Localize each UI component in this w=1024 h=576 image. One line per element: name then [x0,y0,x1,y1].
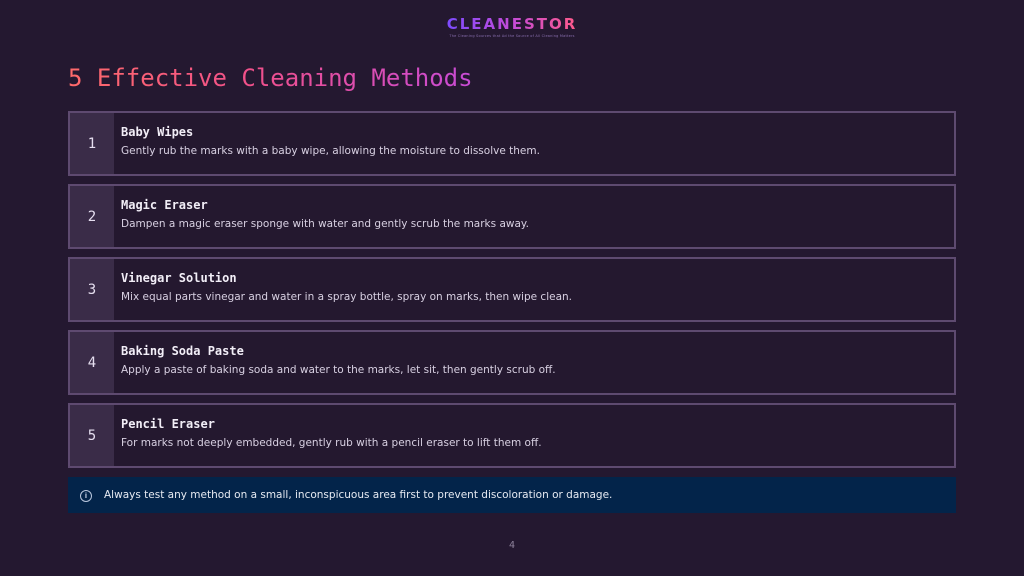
method-title: Magic Eraser [121,198,208,212]
method-item [68,111,956,176]
method-title: Baby Wipes [121,125,194,139]
method-item [68,330,956,395]
method-body [114,259,572,320]
info-callout [68,477,956,513]
method-item [68,403,956,468]
method-body [114,113,540,174]
page-title: 5 Effective Cleaning Methods [68,64,473,92]
method-description: Gently rub the marks with a baby wipe, allowing the moisture to dissolve them. [121,145,540,157]
method-number: 2 [70,186,114,247]
info-callout-text: Always test any method on a small, inconspicuous area first to prevent discoloration or damage. [104,489,613,501]
method-item [68,184,956,249]
method-title: Baking Soda Paste [121,344,244,358]
methods-list [68,111,956,476]
method-item [68,257,956,322]
method-description: Apply a paste of baking soda and water to the marks, let sit, then gently scrub off. [121,364,556,376]
method-title: Vinegar Solution [121,271,237,285]
logo-wordmark: CLEANESTOR [446,15,578,33]
method-number: 1 [70,113,114,174]
method-body [114,405,542,466]
method-number: 4 [70,332,114,393]
method-description: Dampen a magic eraser sponge with water and gently scrub the marks away. [121,218,529,230]
info-icon: i [80,490,92,502]
method-number: 5 [70,405,114,466]
logo-tagline: The Cleaning Sources that Ad the Source of All Cleaning Matters [449,34,575,38]
method-title: Pencil Eraser [121,417,215,431]
brand-logo [0,14,1024,38]
method-description: For marks not deeply embedded, gently rub with a pencil eraser to lift them off. [121,437,542,449]
method-body [114,332,556,393]
method-number: 3 [70,259,114,320]
method-description: Mix equal parts vinegar and water in a spray bottle, spray on marks, then wipe clean. [121,291,573,303]
page-number: 4 [508,540,516,551]
method-body [114,186,529,247]
